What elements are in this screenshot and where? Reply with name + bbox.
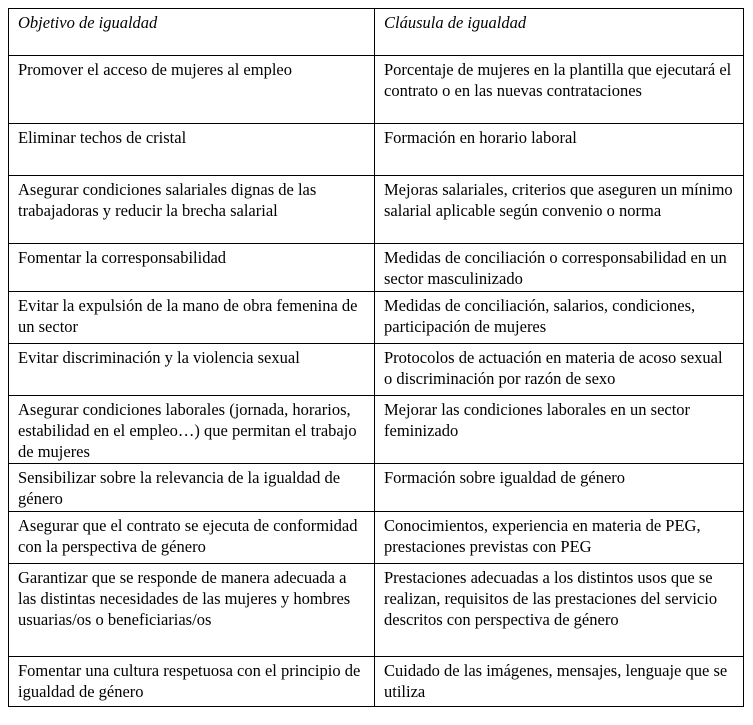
objetivo-cell: Sensibilizar sobre la relevancia de la igualdad de género <box>9 464 375 512</box>
clausula-cell: Medidas de conciliación, salarios, condiciones, participación de mujeres <box>375 292 744 344</box>
clausula-cell: Cuidado de las imágenes, mensajes, lenguaje que se utiliza <box>375 657 744 707</box>
table-row <box>9 124 744 176</box>
table-row <box>9 464 744 512</box>
clausula-cell: Formación en horario laboral <box>375 124 744 176</box>
objetivo-cell: Eliminar techos de cristal <box>9 124 375 176</box>
objetivo-cell: Evitar la expulsión de la mano de obra femenina de un sector <box>9 292 375 344</box>
equality-table <box>8 8 744 707</box>
table-row <box>9 564 744 657</box>
table-row <box>9 344 744 396</box>
clausula-cell: Protocolos de actuación en materia de acoso sexual o discriminación por razón de sexo <box>375 344 744 396</box>
clausula-cell: Porcentaje de mujeres en la plantilla que ejecutará el contrato o en las nuevas contrataciones <box>375 56 744 124</box>
objetivo-cell: Garantizar que se responde de manera adecuada a las distintas necesidades de las mujeres y hombres usuarias/os o beneficiarias/os <box>9 564 375 657</box>
clausula-cell: Mejorar las condiciones laborales en un sector feminizado <box>375 396 744 464</box>
objetivo-cell: Fomentar una cultura respetuosa con el principio de igualdad de género <box>9 657 375 707</box>
clausula-cell: Mejoras salariales, criterios que aseguren un mínimo salarial aplicable según convenio o norma <box>375 176 744 244</box>
clausula-cell: Formación sobre igualdad de género <box>375 464 744 512</box>
objetivo-cell: Promover el acceso de mujeres al empleo <box>9 56 375 124</box>
header-clausula: Cláusula de igualdad <box>375 9 744 56</box>
objetivo-cell: Asegurar condiciones salariales dignas de las trabajadoras y reducir la brecha salarial <box>9 176 375 244</box>
table-row <box>9 56 744 124</box>
clausula-cell: Prestaciones adecuadas a los distintos usos que se realizan, requisitos de las prestaciones del servicio descritos con perspectiva de género <box>375 564 744 657</box>
objetivo-cell: Evitar discriminación y la violencia sexual <box>9 344 375 396</box>
table-row <box>9 292 744 344</box>
clausula-cell: Conocimientos, experiencia en materia de PEG, prestaciones previstas con PEG <box>375 512 744 564</box>
header-row <box>9 9 744 56</box>
objetivo-cell: Asegurar condiciones laborales (jornada, horarios, estabilidad en el empleo…) que permitan el trabajo de mujeres <box>9 396 375 464</box>
header-objetivo: Objetivo de igualdad <box>9 9 375 56</box>
table-row <box>9 657 744 707</box>
table-row <box>9 396 744 464</box>
objetivo-cell: Fomentar la corresponsabilidad <box>9 244 375 292</box>
table-row <box>9 512 744 564</box>
objetivo-cell: Asegurar que el contrato se ejecuta de conformidad con la perspectiva de género <box>9 512 375 564</box>
table-row <box>9 244 744 292</box>
table-row <box>9 176 744 244</box>
clausula-cell: Medidas de conciliación o corresponsabilidad en un sector masculinizado <box>375 244 744 292</box>
